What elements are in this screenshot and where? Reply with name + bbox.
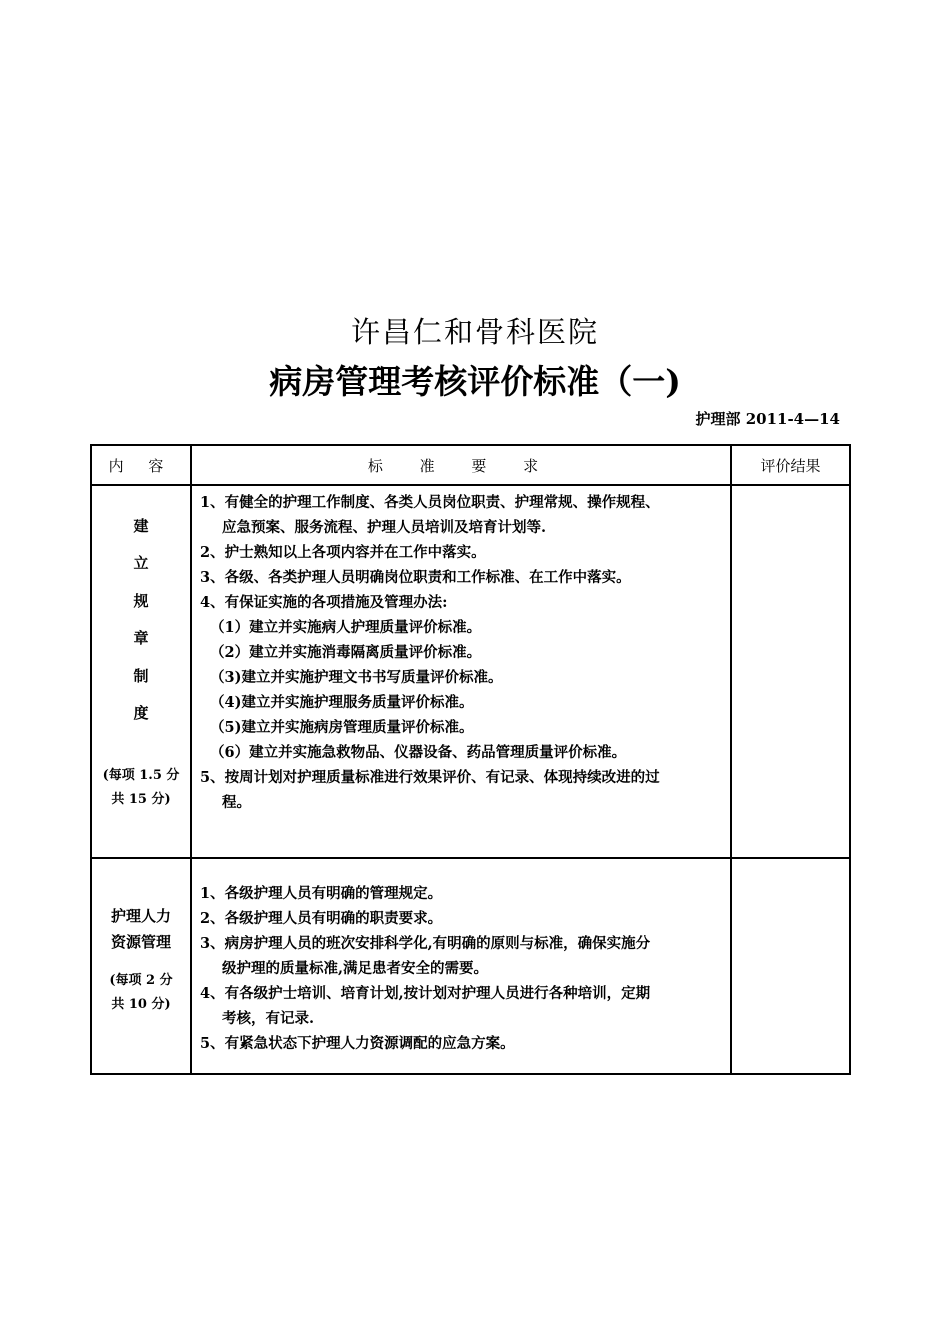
requirement-line: （1）建立并实施病人护理质量评价标准。 bbox=[210, 619, 482, 636]
requirement-line: 1、各级护理人员有明确的管理规定。 bbox=[200, 885, 443, 902]
requirement-line: 4、有保证实施的各项措施及管理办法: bbox=[200, 594, 448, 611]
score-note bbox=[92, 764, 190, 812]
category-char: 规 bbox=[133, 591, 149, 610]
document-title: 病房管理考核评价标准（一) bbox=[269, 362, 681, 401]
category-char: 制 bbox=[133, 666, 149, 685]
requirement-line: 1、有健全的护理工作制度、各类人员岗位职责、护理常规、操作规程、 bbox=[200, 494, 660, 511]
requirement-line: （5)建立并实施病房管理质量评价标准。 bbox=[210, 719, 474, 736]
requirements-cell bbox=[191, 485, 731, 858]
hospital-name: 许昌仁和骨科医院 bbox=[350, 315, 599, 349]
category-vertical-label bbox=[92, 486, 190, 740]
category-char: 章 bbox=[133, 629, 149, 648]
score-note-line: (每项 2 分 bbox=[109, 973, 173, 988]
requirement-line: 5、按周计划对护理质量标准进行效果评价、有记录、体现持续改进的过 bbox=[200, 769, 660, 786]
category-char: 立 bbox=[133, 554, 149, 573]
requirement-line: 应急预案、服务流程、护理人员培训及培育计划等. bbox=[222, 519, 547, 536]
category-char: 度 bbox=[133, 703, 149, 722]
score-note-line: (每项 1.5 分 bbox=[102, 768, 180, 784]
category-cell bbox=[91, 485, 191, 858]
requirements-cell bbox=[191, 858, 731, 1074]
category-label bbox=[92, 859, 190, 955]
requirement-line: 程。 bbox=[222, 794, 251, 811]
requirement-line: 4、有各级护士培训、培育计划,按计划对护理人员进行各种培训，定期 bbox=[200, 985, 651, 1002]
requirement-line: 5、有紧急状态下护理人力资源调配的应急方案。 bbox=[200, 1035, 515, 1052]
standards-table bbox=[90, 444, 851, 1075]
result-cell[interactable] bbox=[731, 858, 850, 1074]
requirement-line: 级护理的质量标准,满足患者安全的需要。 bbox=[222, 960, 489, 977]
requirement-line: 考核，有记录. bbox=[222, 1010, 315, 1027]
requirement-line: 3、病房护理人员的班次安排科学化,有明确的原则与标准，确保实施分 bbox=[200, 935, 651, 952]
requirements-list bbox=[192, 486, 730, 815]
requirement-line: （3)建立并实施护理文书书写质量评价标准。 bbox=[210, 669, 503, 686]
requirements-list bbox=[192, 859, 730, 1056]
table-row bbox=[91, 858, 850, 1074]
requirement-line: 2、各级护理人员有明确的职责要求。 bbox=[200, 910, 443, 927]
score-note-line: 共 15 分) bbox=[111, 792, 171, 808]
category-char: 建 bbox=[133, 517, 149, 535]
category-line: 资源管理 bbox=[110, 933, 171, 951]
header-result: 评价结果 bbox=[731, 445, 850, 485]
requirement-line: （6）建立并实施急救物品、仪器设备、药品管理质量评价标准。 bbox=[210, 744, 627, 761]
requirement-line: 3、各级、各类护理人员明确岗位职责和工作标准、在工作中落实。 bbox=[200, 569, 631, 586]
header-requirements: 标 准 要 求 bbox=[191, 445, 731, 485]
category-line: 护理人力 bbox=[110, 907, 171, 925]
score-note bbox=[92, 969, 190, 1017]
category-cell bbox=[91, 858, 191, 1074]
score-note-line: 共 10 分) bbox=[111, 997, 171, 1012]
department-date: 护理部 2011-4—14 bbox=[695, 410, 840, 428]
table-row bbox=[91, 485, 850, 858]
header-content: 内 容 bbox=[91, 445, 191, 485]
result-cell[interactable] bbox=[731, 485, 850, 858]
requirement-line: （2）建立并实施消毒隔离质量评价标准。 bbox=[210, 644, 482, 661]
requirement-line: 2、护士熟知以上各项内容并在工作中落实。 bbox=[200, 544, 486, 561]
requirement-line: （4)建立并实施护理服务质量评价标准。 bbox=[210, 694, 474, 711]
table-header-row bbox=[91, 445, 850, 485]
